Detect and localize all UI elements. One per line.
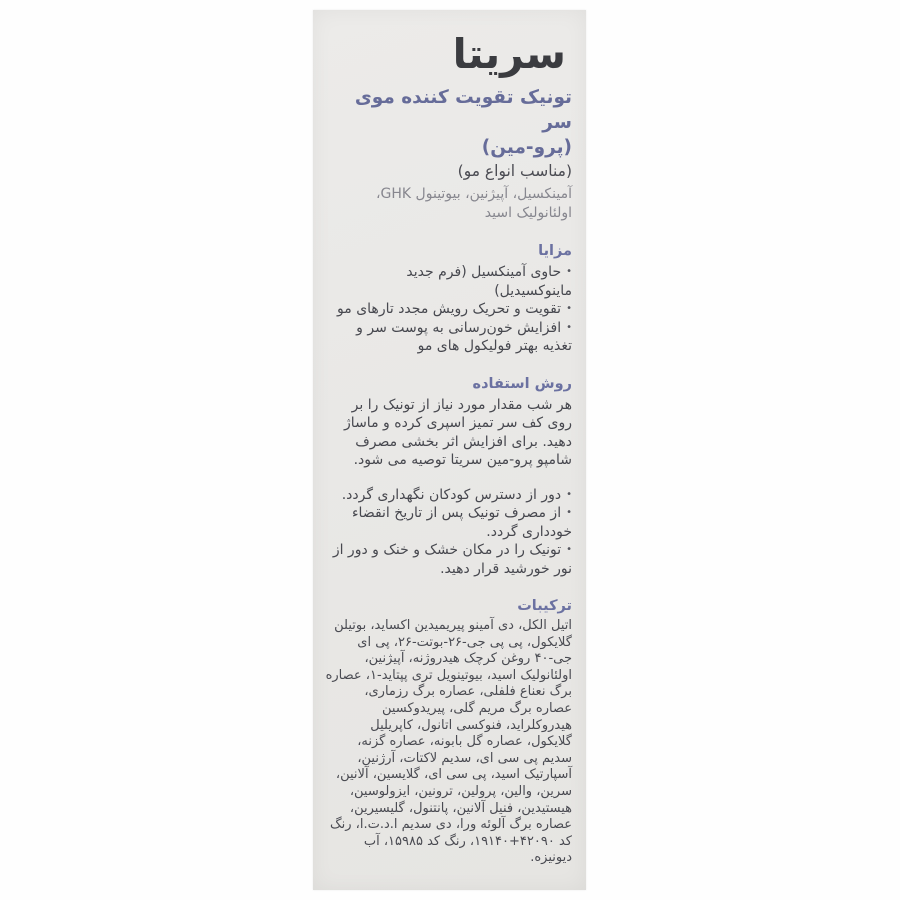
ingredients-heading: ترکیبات <box>517 598 572 615</box>
benefits-heading: مزایا <box>538 243 572 260</box>
warnings-list <box>325 486 572 579</box>
warnings-section <box>325 486 572 579</box>
ingredients-section <box>325 597 572 867</box>
list-item: • از مصرف تونیک پس از تاریخ انقضاء خودداری گردد. <box>325 504 572 541</box>
brand-logo: سریتا <box>452 30 566 78</box>
product-title: تونیک تقویت کننده موی سر <box>354 87 572 134</box>
usage-text: هر شب مقدار مورد نیاز از تونیک را بر روی کف سر تمیز اسپری کرده و ماساژ دهید. برای افزایش اثر بخشی مصرف شامپو پرو-مین سریتا توصیه می شود. <box>344 396 572 469</box>
benefits-list <box>325 263 572 356</box>
product-variant: (پرو-مین) <box>481 137 572 159</box>
list-item: • تونیک را در مکان خشک و خنک و دور از نور خورشید قرار دهید. <box>325 541 572 578</box>
product-box <box>313 10 586 890</box>
list-item: • حاوی آمینکسیل (فرم جدید ماینوکسیدیل) <box>325 263 572 300</box>
list-item: • افزایش خون‌رسانی به پوست سر و تغذیه بهتر فولیکول های مو <box>325 319 572 356</box>
benefits-section <box>325 242 572 356</box>
ingredients-text: اتیل الکل، دی آمینو پیریمیدین اکساید، بوتیلن گلایکول، پی پی جی-۲۶-بوتت-۲۶، پی ای جی-۴۰ روغن کرچک هیدروژنه، آپیژنین، اولئانولیک اسید، بیوتینویل تری پپتاید-۱، عصاره برگ نعناع فلفلی، عصاره برگ رزماری، عصاره برگ مریم گلی، پیریدوکسین هیدروکلراید، فنوکسی اتانول، کاپریلیل گلایکول، عصاره گل بابونه، عصاره گزنه، سدیم پی سی ای، سدیم لاکتات، آرژنین، آسپارتیک اسید، پی سی ای، گلایسین، آلانین، سرین، والین، پرولین، ترونین، ایزولوسین، هیستیدین، فنیل آلانین، پانتنول، گلیسیرین، عصاره برگ آلوئه ورا، دی سدیم ا.د.ت.ا، رنگ کد ۴۲۰۹۰+۱۹۱۴۰، رنگ کد ۱۵۹۸۵، آب دیونیزه. <box>325 618 572 866</box>
list-item: • دور از دسترس کودکان نگهداری گردد. <box>325 486 572 505</box>
product-suitability: (مناسب انواع مو) <box>457 162 572 181</box>
active-ingredients-line: آمینکسیل، آپیژنین، بیوتینول GHK، اولئانولیک اسید <box>376 186 572 222</box>
usage-section <box>325 375 572 470</box>
list-item: • تقویت و تحریک رویش مجدد تارهای مو <box>325 300 572 319</box>
usage-heading: روش استفاده <box>472 375 572 392</box>
